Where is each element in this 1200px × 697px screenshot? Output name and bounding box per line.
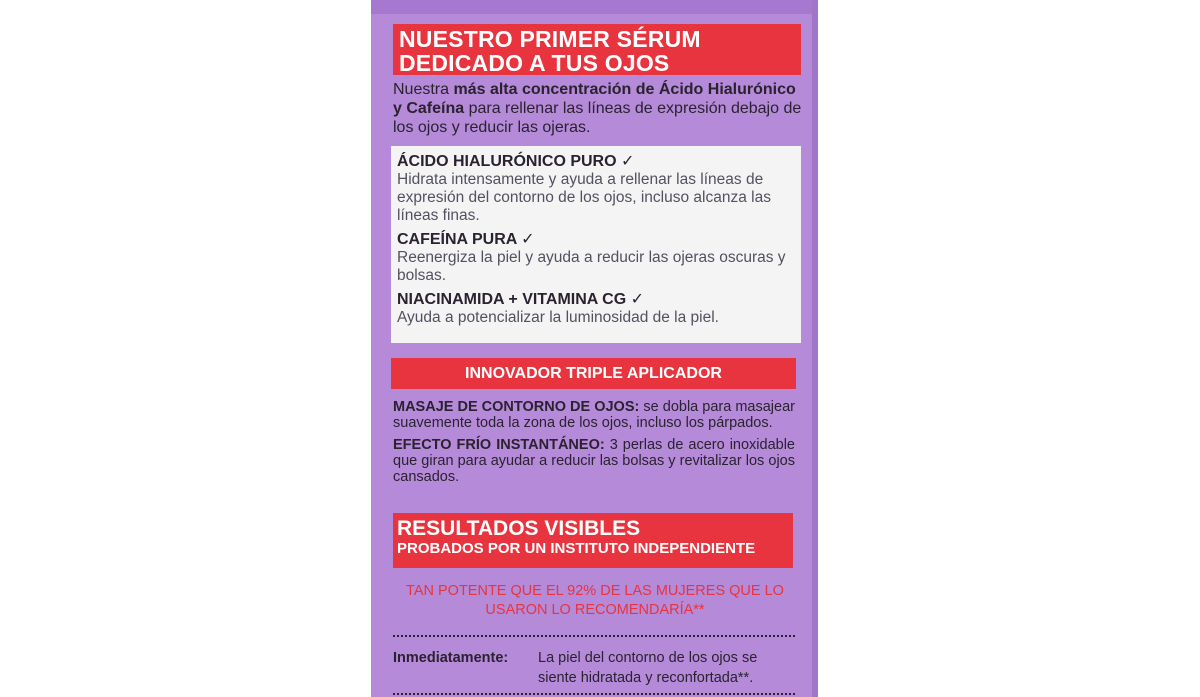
results-band bbox=[393, 513, 793, 568]
intro-suffix: para rellenar las líneas de expresión debajo de los ojos y reducir las ojeras. bbox=[393, 100, 802, 136]
box-top-edge bbox=[371, 0, 818, 14]
applicator-item2-label: EFECTO FRÍO INSTANTÁNEO: bbox=[393, 437, 605, 453]
results-stat: TAN POTENTE QUE EL 92% DE LAS MUJERES QUE LO USARON LO RECOMENDARÍA** bbox=[406, 583, 784, 618]
applicator-item1-label: MASAJE DE CONTORNO DE OJOS: bbox=[393, 399, 640, 415]
ingredient-desc: Reenergiza la piel y ayuda a reducir las ojeras oscuras y bolsas. bbox=[397, 249, 786, 284]
results-subtitle: PROBADOS POR UN INSTITUTO INDEPENDIENTE bbox=[397, 540, 756, 557]
applicator-item2-text: 3 perlas de acero inoxidable que giran para ayudar a reducir las bolsas y revitalizar los ojos cansados. bbox=[393, 437, 795, 485]
headline-band bbox=[393, 24, 801, 75]
dotted-divider bbox=[393, 635, 795, 637]
immediate-result bbox=[393, 648, 797, 688]
intro-bold: más alta concentración de Ácido Hialurónico y Cafeína bbox=[393, 81, 796, 117]
dotted-divider bbox=[393, 693, 795, 695]
immediate-label: Inmediatamente: bbox=[393, 650, 509, 666]
applicator-band: INNOVADOR TRIPLE APLICADOR bbox=[391, 358, 796, 389]
headline-line2: DEDICADO A TUS OJOS bbox=[399, 50, 670, 76]
immediate-line1: La piel del contorno de los ojos se bbox=[538, 650, 758, 666]
intro-text bbox=[393, 80, 803, 137]
results-title: RESULTADOS VISIBLES bbox=[397, 517, 641, 540]
box-right-edge bbox=[812, 0, 818, 697]
headline-line1: NUESTRO PRIMER SÉRUM bbox=[399, 26, 701, 52]
applicator-item1-text: se dobla para masajear suavemente toda la zona de los ojos, incluso los párpados. bbox=[393, 399, 795, 431]
immediate-line2: siente hidratada y reconfortada**. bbox=[538, 670, 754, 686]
ingredient-desc: Hidrata intensamente y ayuda a rellenar las líneas de expresión del contorno de los ojos, incluso alcanza las líneas finas. bbox=[397, 171, 771, 224]
intro-prefix: Nuestra bbox=[393, 81, 454, 98]
ingredient-desc: Ayuda a potencializar la luminosidad de la piel. bbox=[397, 309, 719, 326]
ingredient-title: ÁCIDO HIALURÓNICO PURO ✓ bbox=[397, 153, 635, 170]
ingredient-title: NIACINAMIDA + VITAMINA CG ✓ bbox=[397, 291, 645, 308]
product-box-side bbox=[371, 0, 818, 697]
ingredients-panel bbox=[391, 146, 801, 343]
applicator-text bbox=[393, 399, 795, 491]
ingredient-title: CAFEÍNA PURA ✓ bbox=[397, 231, 535, 248]
